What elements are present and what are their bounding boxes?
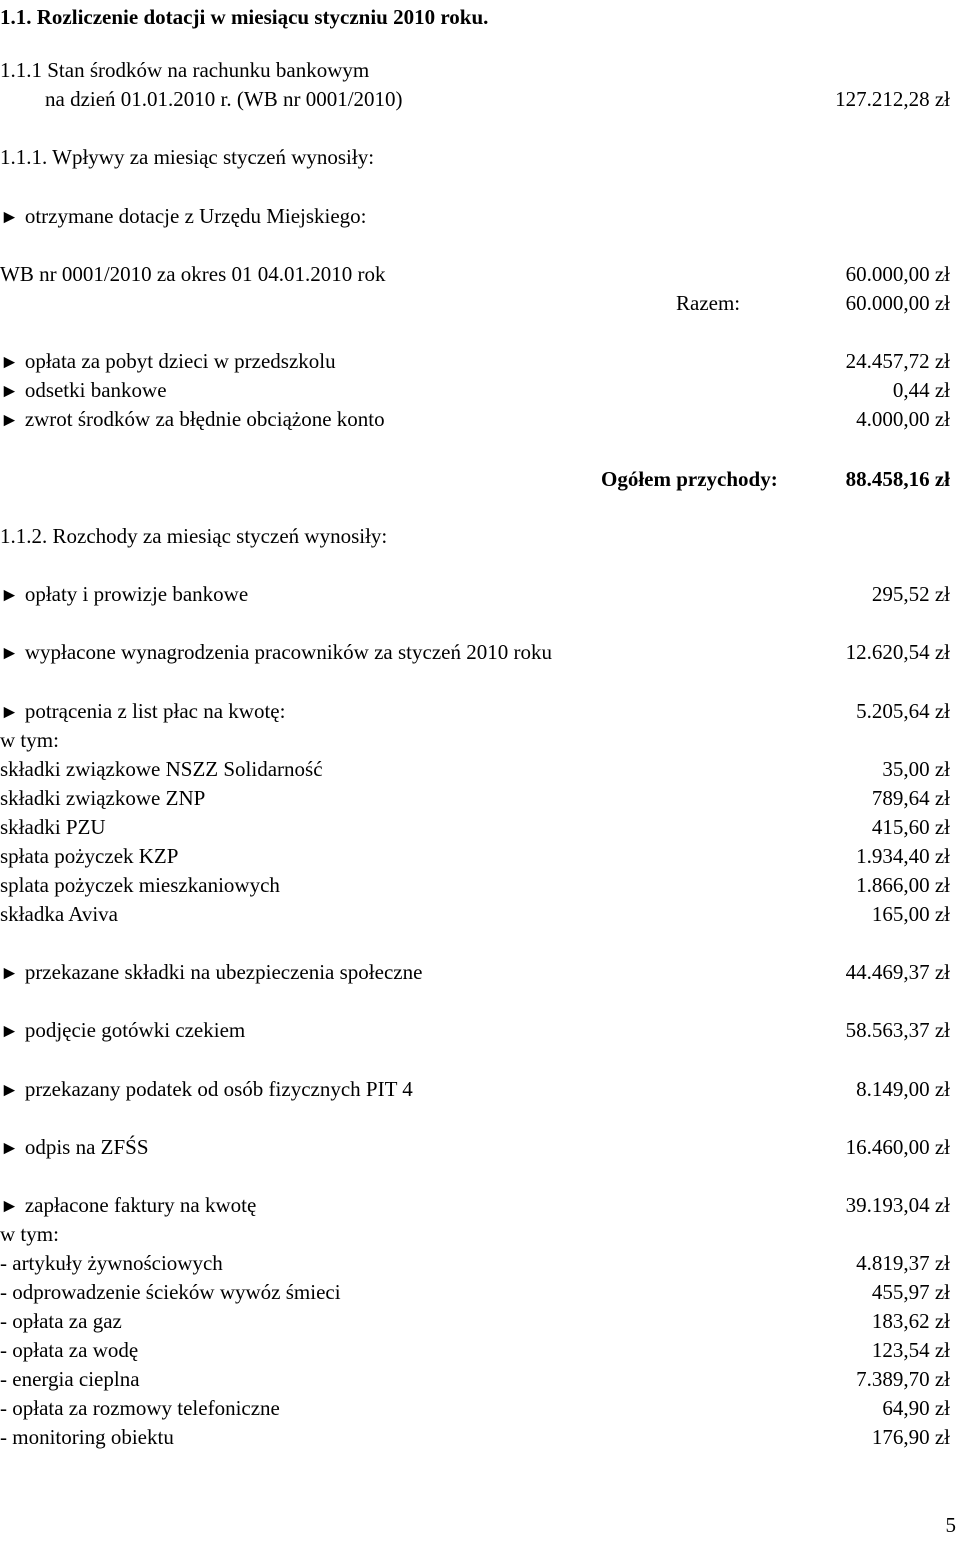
bullet-arrow-icon: ► xyxy=(0,702,19,723)
income-item xyxy=(0,406,385,432)
invoice-label: - monitoring obiektu xyxy=(0,1425,174,1449)
expense-item-amount: 16.460,00 zł xyxy=(845,1135,950,1159)
bullet-arrow-icon: ► xyxy=(0,381,19,402)
income-item-label: opłata za pobyt dzieci w przedszkolu xyxy=(24,349,336,373)
page-number: 5 xyxy=(945,1513,956,1537)
invoice-amount: 64,90 zł xyxy=(882,1396,950,1420)
bullet-arrow-icon: ► xyxy=(0,1138,19,1159)
expense-item xyxy=(0,1017,245,1043)
bullet-arrow-icon: ► xyxy=(0,1196,19,1217)
subsidy-row-label: WB nr 0001/2010 za okres 01 04.01.2010 rok xyxy=(0,262,386,286)
expense-item-label: przekazane składki na ubezpieczenia społeczne xyxy=(24,960,423,984)
bullet-arrow-icon: ► xyxy=(0,585,19,606)
income-item-amount: 4.000,00 zł xyxy=(856,407,950,431)
balance-amount: 127.212,28 zł xyxy=(835,87,950,111)
expense-item-label: wypłacone wynagrodzenia pracowników za styczeń 2010 roku xyxy=(24,640,552,664)
expense-item-label: potrącenia z list płac na kwotę: xyxy=(24,699,286,723)
deduction-amount: 415,60 zł xyxy=(871,815,950,839)
invoice-label: - energia cieplna xyxy=(0,1367,140,1391)
expense-item-amount: 39.193,04 zł xyxy=(845,1193,950,1217)
income-item-amount: 0,44 zł xyxy=(892,378,950,402)
bullet-arrow-icon: ► xyxy=(0,1080,19,1101)
subsidy-row-amount: 60.000,00 zł xyxy=(845,262,950,286)
income-item-amount: 24.457,72 zł xyxy=(845,349,950,373)
expense-item-amount: 12.620,54 zł xyxy=(845,640,950,664)
income-item xyxy=(0,348,336,374)
expense-item-label: odpis na ZFŚS xyxy=(24,1135,149,1159)
deduction-amount: 1.866,00 zł xyxy=(856,873,950,897)
bullet-arrow-icon: ► xyxy=(0,643,19,664)
invoice-label: - opłata za gaz xyxy=(0,1309,122,1333)
expense-item-amount: 8.149,00 zł xyxy=(856,1077,950,1101)
deduction-amount: 1.934,40 zł xyxy=(856,844,950,868)
expense-item-label: przekazany podatek od osób fizycznych PIT 4 xyxy=(24,1077,413,1101)
income-total-label: Ogółem przychody: xyxy=(601,467,778,491)
subsidies-label: otrzymane dotacje z Urzędu Miejskiego: xyxy=(24,204,367,228)
wtym-label: w tym: xyxy=(0,728,59,752)
bullet-arrow-icon: ► xyxy=(0,1021,19,1042)
expense-item-amount: 5.205,64 zł xyxy=(856,699,950,723)
deduction-label: składki związkowe ZNP xyxy=(0,786,206,810)
expense-item xyxy=(0,1192,256,1218)
bullet-arrow-icon: ► xyxy=(0,410,19,431)
invoice-amount: 4.819,37 zł xyxy=(856,1251,950,1275)
expense-item-label: opłaty i prowizje bankowe xyxy=(24,582,249,606)
deduction-amount: 789,64 zł xyxy=(871,786,950,810)
wtym-label: w tym: xyxy=(0,1222,59,1246)
invoice-label: - opłata za wodę xyxy=(0,1338,139,1362)
expense-item-label: podjęcie gotówki czekiem xyxy=(24,1018,246,1042)
deduction-amount: 35,00 zł xyxy=(882,757,950,781)
invoice-amount: 7.389,70 zł xyxy=(856,1367,950,1391)
income-heading: 1.1.1. Wpływy za miesiąc styczeń wynosiły: xyxy=(0,145,375,169)
razem-amount: 60.000,00 zł xyxy=(845,291,950,315)
deduction-label: splata pożyczek mieszkaniowych xyxy=(0,873,280,897)
invoice-amount: 176,90 zł xyxy=(871,1425,950,1449)
subsidies-label-row xyxy=(0,203,367,229)
bullet-arrow-icon: ► xyxy=(0,963,19,984)
expense-item xyxy=(0,639,552,665)
income-item-label: odsetki bankowe xyxy=(24,378,167,402)
income-total-amount: 88.458,16 zł xyxy=(845,467,950,491)
expense-item-amount: 44.469,37 zł xyxy=(845,960,950,984)
balance-line-1: 1.1.1 Stan środków na rachunku bankowym xyxy=(0,58,370,82)
invoice-label: - opłata za rozmowy telefoniczne xyxy=(0,1396,280,1420)
expense-item xyxy=(0,1134,149,1160)
deduction-label: składki PZU xyxy=(0,815,106,839)
deduction-amount: 165,00 zł xyxy=(871,902,950,926)
deduction-label: składki związkowe NSZZ Solidarność xyxy=(0,757,323,781)
expense-item xyxy=(0,698,285,724)
bullet-arrow-icon: ► xyxy=(0,207,19,228)
expense-item xyxy=(0,581,248,607)
section-heading: 1.1. Rozliczenie dotacji w miesiącu styczniu 2010 roku. xyxy=(0,5,489,29)
invoice-amount: 455,97 zł xyxy=(871,1280,950,1304)
invoice-amount: 123,54 zł xyxy=(871,1338,950,1362)
expense-item xyxy=(0,959,422,985)
razem-label: Razem: xyxy=(676,291,741,315)
income-item xyxy=(0,377,167,403)
bullet-arrow-icon: ► xyxy=(0,352,19,373)
deduction-label: składka Aviva xyxy=(0,902,119,926)
expense-item-amount: 295,52 zł xyxy=(871,582,950,606)
invoice-amount: 183,62 zł xyxy=(871,1309,950,1333)
invoice-label: - artykuły żywnościowych xyxy=(0,1251,223,1275)
expenses-heading: 1.1.2. Rozchody za miesiąc styczeń wynosiły: xyxy=(0,524,388,548)
expense-item-label: zapłacone faktury na kwotę xyxy=(24,1193,257,1217)
income-item-label: zwrot środków za błędnie obciążone konto xyxy=(24,407,385,431)
deduction-label: spłata pożyczek KZP xyxy=(0,844,179,868)
expense-item-amount: 58.563,37 zł xyxy=(845,1018,950,1042)
balance-line-2: na dzień 01.01.2010 r. (WB nr 0001/2010) xyxy=(45,87,403,111)
invoice-label: - odprowadzenie ścieków wywóz śmieci xyxy=(0,1280,341,1304)
expense-item xyxy=(0,1076,413,1102)
